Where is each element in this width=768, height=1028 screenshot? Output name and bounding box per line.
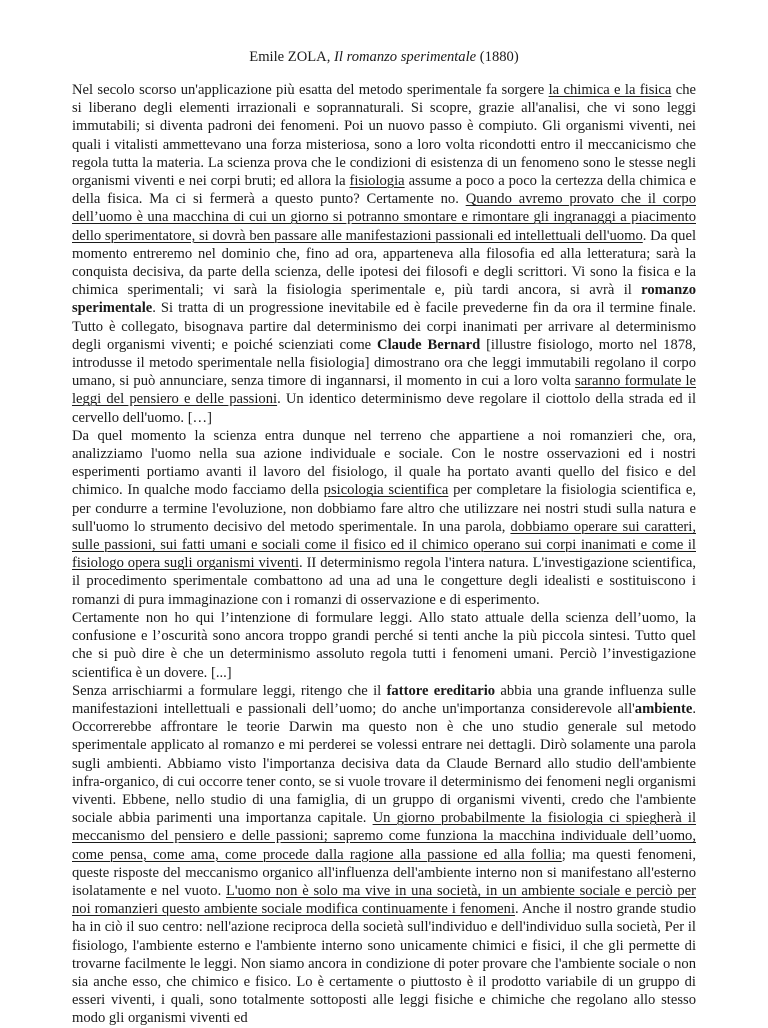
paragraph (72, 609, 696, 682)
text-run: Certamente non ho qui l’intenzione di formulare leggi. Allo stato attuale della scienza dell’uomo, la confusione e l’oscurità sono ancora troppo grandi perché si tenti anche la più piccola sintesi. Tutto quel che si può dire è che un determinismo assoluto regola tutti i fenomeni umani. Perciò l’investigazione scientifica è un dovere. [...] (72, 609, 696, 681)
text-run: per completare la fisiologia scientifica e, per condurre a termine l'evoluzione, non dobbiamo fare altro che utilizzare nei nostri studi sulla natura e sull'uomo lo strumento decisivo del metodo sperimentale. In una parola, (72, 482, 696, 535)
text-run: Nel secolo scorso un'applicazione più esatta del metodo sperimentale fa sorgere (72, 82, 549, 98)
underlined-text: dobbiamo operare sui caratteri, sulle passioni, sui fatti umani e sociali come il fisico ed il chimico operano sui corpi inanimati e come il fisiologo opera sugli organismi viventi (72, 518, 696, 572)
underlined-text: psicologia scientifica (323, 482, 449, 499)
bold-text: fattore ereditario (386, 682, 496, 699)
text-run: che si liberano degli elementi irrazionali e soprannaturali. Si scopre, grazie all'analisi, che vi sono leggi immutabili; si diventa padroni dei fenomeni. Poi un nuovo passo è compiuto. Gli organismi viventi, nei quali i vitalisti ammettevano una forza misteriosa, sono a loro volta ricondotti entro il meccanicismo che regola tutta la materia. La scienza prova che le condizioni di esistenza di un fenomeno sono le stesse negli organismi viventi e nei corpi bruti; ed allora la (72, 82, 697, 190)
bold-text: Claude Bernard (377, 336, 481, 353)
bold-text: ambiente (634, 700, 693, 717)
underlined-text: Un giorno probabilmente la fisiologia ci spiegherà il meccanismo del pensiero e delle passioni; sapremo come funziona la macchina individuale dell’uomo, come pensa, come ama, come procede dalla ragione alla passione ed alla follia (72, 810, 697, 863)
text-run: . Da quel momento entreremo nel dominio che, fino ad ora, apparteneva alla filosofia ed alla letteratura; sarà la conquista decisiva, da parte della scienza, delle ipotesi dei filosofi e degli scrittori. Vi sono la fisica e la chimica sperimentali; vi sarà la fisiologia sperimentale e, più tardi ancora, si avrà il (72, 227, 696, 299)
text-run: Da quel momento la scienza entra dunque nel terreno che appartiene a noi romanzieri che, ora, analizziamo l'uomo nella sua azione individuale e sociale. Con le nostre osservazioni ed i nostri esperimenti portiamo avanti il lavoro del fisiologo, il quale ha portato avanti quello del fisico e del chimico. In qualche modo facciamo della (72, 427, 696, 499)
paragraph (72, 427, 696, 609)
paragraph (72, 81, 696, 427)
text-run: assume a poco a poco la certezza della chimica e della fisica. Ma ci si fermerà a questo punto? Certamente no. (72, 173, 696, 208)
text-run: [illustre fisiologo, morto nel 1878, introdusse il metodo sperimentale nella fisiologia] dimostrano ora che leggi immutabili regolano il corpo umano, si può annunciare, senza timore di ingannarsi, il momento in cui a loro volta (72, 336, 696, 390)
title-year: (1880) (479, 49, 519, 65)
text-run: abbia una grande influenza sulle manifestazioni intellettuali e passionali dell’uomo; do anche un'importanza considerevole all' (72, 682, 696, 717)
text-run: Senza arrischiarmi a formulare leggi, ritengo che il (72, 682, 387, 699)
underlined-text: L'uomo non è solo ma vive in una società, in un ambiente sociale e perciò per noi romanzieri questo ambiente sociale modifica continuamente i fenomeni (72, 882, 697, 918)
underlined-text: la chimica e la fisica (548, 82, 672, 98)
text-run: . Si tratta di un progressione inevitabile ed è facile prevederne fin da ora il termine finale. Tutto è collegato, bisognava partire dal determinismo dei corpi inanimati per arrivare al determinismo degli organismi viventi; e poiché scienziati come (72, 300, 696, 353)
bold-text: romanzo sperimentale (72, 282, 696, 317)
underlined-text: fisiologia (349, 173, 405, 190)
text-run: . Occorrerebbe affrontare le teorie Darwin ma questo non è che uno studio generale sul metodo sperimentale applicato al romanzo e mi perderei se volessi entrare nei dettagli. Dirò solamente una parola sugli ambienti. Abbiamo visto l'importanza decisiva data da Claude Bernard allo studio dell'ambiente infra-organico, di cui occorre tener conto, se si vuole trovare il determinismo dei fenomeni negli organismi viventi. Ebbene, nello studio di una famiglia, di un gruppo di organismi viventi, credo che l'ambiente sociale abbia parimenti una importanza capitale. (72, 700, 696, 827)
text-run: ; ma questi fenomeni, queste risposte del meccanismo organico all'influenza dell'ambiente interno non si manifestano all'esterno isolatamente e nel vuoto. (72, 846, 697, 899)
title-work: Il romanzo sperimentale (334, 49, 477, 65)
body-text (72, 81, 696, 1028)
text-run: . II determinismo regola l'intera natura. L'investigazione scientifica, il procedimento sperimentale combattono ad una ad una le congetture degli idealisti e sostituiscono i romanzi di pura immaginazione con i romanzi di osservazione e di esperimento. (72, 555, 696, 608)
title-author: Emile ZOLA, (249, 49, 331, 65)
page-title (0, 48, 768, 66)
underlined-text: saranno formulate le leggi del pensiero e delle passioni (72, 373, 696, 408)
text-run: . Anche il nostro grande studio ha in ciò il suo centro: nell'azione reciproca della società sull'individuo e dell'individuo sulla società, Per il fisiologo, l'ambiente esterno e l'ambiente interno sono unicamente chimici e fisici, il che gli permette di trovarne facilmente le leggi. Non siamo ancora in condizione di poter provare che l'ambiente sociale o non sia anche esso, che chimico e fisico. Lo è certamente o piuttosto è il prodotto variabile di un gruppo di esseri viventi, i quali, sono totalmente sottoposti alle leggi fisiche e chimiche che regolano allo stesso modo gli organismi viventi ed (72, 901, 697, 1027)
text-run: . Un identico determinismo deve regolare il ciottolo della strada ed il cervello dell'uomo. […] (72, 391, 696, 426)
paragraph (72, 682, 696, 1028)
underlined-text: Quando avremo provato che il corpo dell’uomo è una macchina di cui un giorno si potranno smontare e rimontare gli ingranaggi a piacimento dello sperimentatore, si dovrà ben passare alle manifestazioni passionali ed intellettuali dell'uomo (72, 191, 696, 244)
